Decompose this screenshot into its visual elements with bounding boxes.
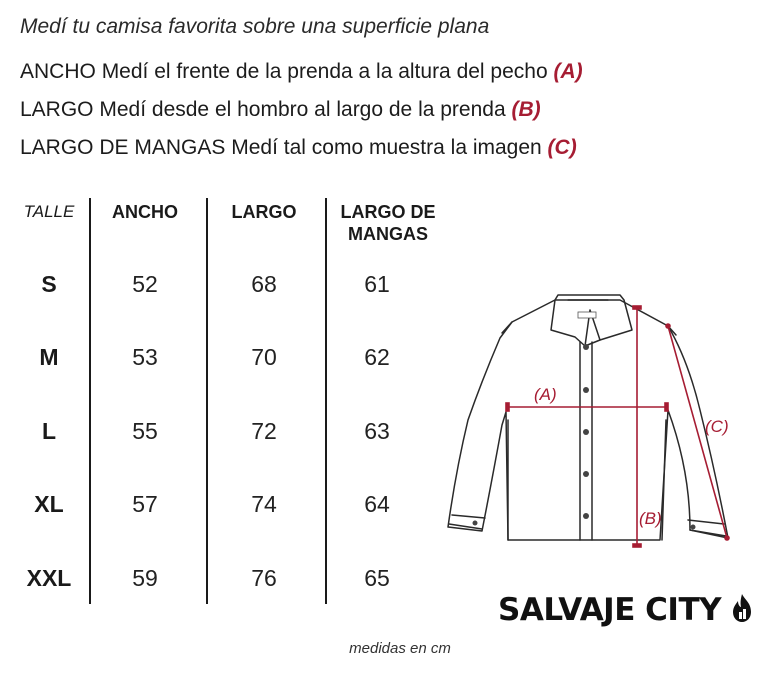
instruction-tag: (A) [553, 60, 583, 83]
size-cell: S [41, 271, 57, 297]
label-tag [578, 312, 596, 318]
width-cell: 57 [132, 491, 158, 517]
flame-icon [731, 593, 753, 623]
label-c: (C) [705, 417, 729, 436]
shirt-body-outline [448, 300, 728, 540]
shirt-left-cuff [449, 515, 485, 529]
length-cell: 76 [251, 565, 277, 591]
instruction-largo-mangas [20, 136, 577, 160]
width-cell: 52 [132, 271, 158, 297]
width-cell: 55 [132, 418, 158, 444]
width-cell: 59 [132, 565, 158, 591]
button-icon [583, 513, 589, 519]
sleeve-cell: 63 [364, 418, 390, 444]
shirt-diagram [430, 280, 750, 560]
size-cell: XXL [26, 565, 72, 591]
header-talle: TALLE [23, 202, 75, 221]
shirt-yoke [502, 322, 676, 335]
brand-name: SALVAJE CITY [498, 592, 722, 628]
instruction-ancho [20, 60, 583, 84]
length-cell: 70 [251, 344, 277, 370]
instruction-text: Medí tal como muestra la imagen [231, 136, 542, 159]
column-divider [325, 198, 327, 604]
length-cell: 68 [251, 271, 277, 297]
column-divider [206, 198, 208, 604]
button-icon [473, 521, 478, 526]
footer-note: medidas en cm [349, 640, 451, 657]
button-icon [691, 525, 696, 530]
header-largo-mangas [328, 201, 448, 245]
sleeve-cell: 61 [364, 271, 390, 297]
shirt-collar [551, 295, 632, 346]
width-cell: 53 [132, 344, 158, 370]
sleeve-cell: 64 [364, 491, 390, 517]
column-divider [89, 198, 91, 604]
length-cell: 72 [251, 418, 277, 444]
instruction-largo [20, 98, 541, 122]
label-b: (B) [639, 509, 662, 528]
size-cell: L [41, 418, 57, 444]
instruction-tag: (C) [547, 136, 577, 159]
sleeve-cell: 62 [364, 344, 390, 370]
sleeve-cell: 65 [364, 565, 390, 591]
size-cell: M [39, 344, 59, 370]
instruction-text: Medí desde el hombro al largo de la prenda [99, 98, 506, 121]
label-a: (A) [534, 385, 557, 404]
instruction-text: Medí el frente de la prenda a la altura del pecho [101, 60, 548, 83]
instruction-tag: (B) [511, 98, 541, 121]
length-cell: 74 [251, 491, 277, 517]
header-ancho: ANCHO [112, 202, 178, 222]
header-largo-mangas-line2: MANGAS [348, 224, 428, 244]
button-icon [583, 429, 589, 435]
shirt-right-seam [662, 420, 666, 540]
shirt-placket [580, 342, 592, 540]
header-largo-mangas-line1: LARGO DE [340, 202, 436, 222]
button-icon [583, 344, 589, 350]
header-largo: LARGO [231, 202, 297, 222]
size-cell: XL [34, 491, 64, 517]
intro-text: Medí tu camisa favorita sobre una superficie plana [20, 15, 490, 38]
brand-logo [498, 592, 753, 628]
button-icon [583, 387, 589, 393]
instruction-term: LARGO DE MANGAS [20, 136, 226, 159]
button-icon [583, 471, 589, 477]
instruction-term: LARGO [20, 98, 94, 121]
instruction-term: ANCHO [20, 60, 96, 83]
